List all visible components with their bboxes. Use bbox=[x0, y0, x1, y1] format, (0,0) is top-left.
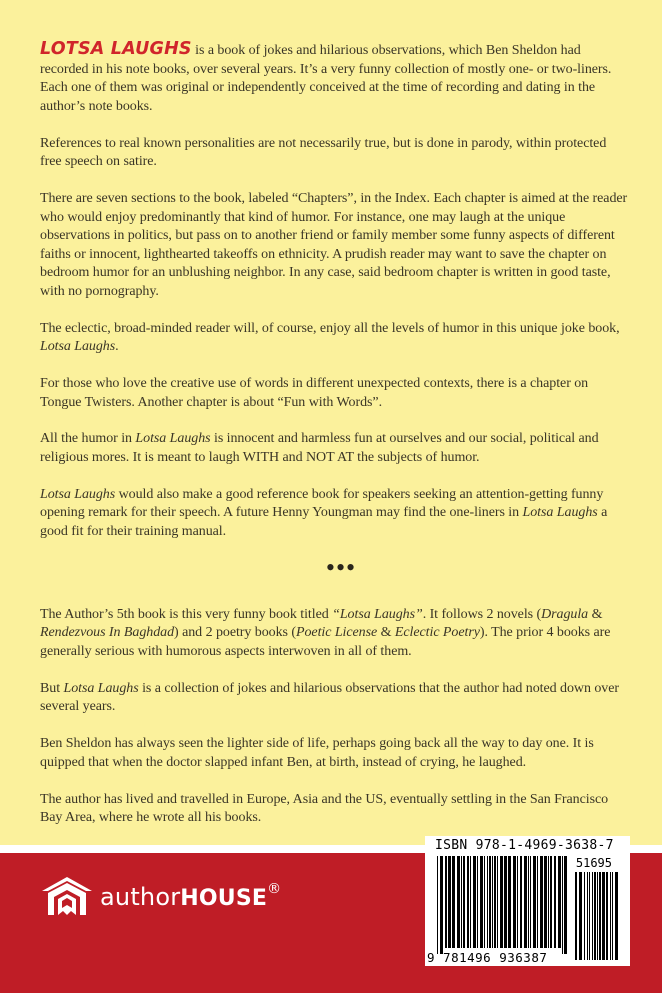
paragraph-author-books bbox=[40, 606, 630, 662]
text-span: a good fit for their training manual. bbox=[40, 505, 608, 539]
barcode-bar bbox=[528, 856, 529, 948]
italic-title: Eclectic Poetry bbox=[394, 625, 480, 641]
barcode-bar bbox=[500, 856, 503, 948]
text-span: & bbox=[377, 625, 395, 641]
barcode-bar bbox=[504, 856, 507, 948]
barcode-bar bbox=[520, 856, 522, 948]
barcode-bar bbox=[517, 856, 518, 948]
publisher-name-light: author bbox=[100, 883, 181, 911]
paragraph-intro bbox=[40, 40, 630, 116]
section-separator: ••• bbox=[325, 552, 357, 582]
addon-bar bbox=[589, 872, 590, 960]
barcode-bar bbox=[440, 856, 443, 954]
addon-bar bbox=[612, 872, 613, 960]
registered-mark: ® bbox=[267, 881, 282, 897]
italic-title: Poetic License bbox=[295, 625, 378, 641]
barcode-bar bbox=[562, 856, 563, 954]
text-span: is innocent and harmless fun at ourselves and our social, political and religious mores. It is meant to laugh WITH and NOT AT the subjects of humor. bbox=[40, 431, 599, 466]
text-span: is a collection of jokes and hilarious observations that the author had noted down over several years. bbox=[40, 680, 619, 715]
paragraph-chapters: There are seven sections to the book, labeled “Chapters”, in the Index. Each chapter is aimed at the reader who would enjoy predominantly that kind of humor. For instance, one may laugh at the unique observations in politics, but pass on to another friend or family member some funny aspects of different faiths or innocent, lighthearted takeoffs on ethnicity. A prudish reader may want to save the chapter on bedroom humor for an unblushing neighbor. In any case, said bedroom chapter is written in good taste, with no pornography. bbox=[40, 190, 628, 299]
addon-bar bbox=[615, 872, 618, 960]
barcode-bar bbox=[537, 856, 538, 948]
paragraph-travel: The author has lived and travelled in Europe, Asia and the US, eventually settling in the San Francisco Bay Area, where he wrote all his books. bbox=[40, 791, 609, 826]
addon-bar bbox=[597, 872, 598, 960]
italic-title: Lotsa Laughs bbox=[63, 680, 139, 696]
barcode-bar bbox=[473, 856, 476, 948]
authorhouse-logo-icon bbox=[40, 875, 94, 919]
barcode-bar bbox=[492, 856, 493, 948]
barcode-bar bbox=[452, 856, 455, 948]
paragraph-reference bbox=[40, 486, 630, 542]
barcode-bar bbox=[530, 856, 531, 948]
price-code: 51695 bbox=[575, 856, 612, 870]
text-span: The Author’s 5th book is this very funny book titled bbox=[40, 606, 333, 622]
barcode-bar bbox=[484, 856, 485, 948]
barcode-bar bbox=[548, 856, 549, 948]
italic-title: “Lotsa Laughs” bbox=[332, 606, 423, 622]
barcode-bar bbox=[467, 856, 469, 948]
addon-bar bbox=[599, 872, 601, 960]
isbn-number: ISBN 978-1-4969-3638-7 bbox=[435, 838, 614, 853]
barcode-bar bbox=[461, 856, 462, 948]
addon-bar bbox=[579, 872, 582, 960]
text-span: . It follows 2 novels ( bbox=[422, 606, 542, 622]
text-span: ). The prior 4 books are generally serious with humorous aspects interwoven in all of them. bbox=[40, 625, 611, 659]
barcode-bar bbox=[489, 856, 491, 948]
text-span: & bbox=[588, 606, 603, 622]
addon-bar bbox=[602, 872, 605, 960]
publisher-name bbox=[100, 883, 281, 911]
text-span: All the humor in bbox=[40, 431, 136, 447]
barcode-bar bbox=[550, 856, 552, 948]
addon-bar bbox=[587, 872, 588, 960]
addon-bar bbox=[594, 872, 596, 960]
paragraph-innocent bbox=[40, 430, 630, 467]
text-span: ) and 2 poetry books ( bbox=[174, 625, 296, 641]
barcode-bar bbox=[445, 856, 447, 948]
italic-title: Dragula bbox=[541, 606, 589, 622]
italic-title: Rendezvous In Baghdad bbox=[40, 625, 175, 641]
addon-bar bbox=[592, 872, 593, 960]
paragraph-collection bbox=[40, 680, 630, 717]
barcode-bar bbox=[554, 856, 556, 948]
barcode-bar bbox=[457, 856, 460, 948]
barcode-bar bbox=[463, 856, 465, 948]
italic-title: Lotsa Laughs bbox=[40, 339, 116, 355]
barcode-bar bbox=[540, 856, 543, 948]
back-cover-text bbox=[40, 40, 630, 846]
italic-title: Lotsa Laughs bbox=[522, 505, 598, 521]
paragraph-eclectic bbox=[40, 320, 630, 357]
barcode-bar bbox=[508, 856, 511, 948]
intro-text: is a book of jokes and hilarious observations, which Ben Sheldon had recorded in his note books, over several years. It’s a very funny collection of mostly one- or two-liners. Each one of them was original or independently conceived at the time of recording and dating in the author’s note books. bbox=[40, 43, 612, 114]
barcode-bar bbox=[564, 856, 567, 954]
barcode-bar bbox=[497, 856, 498, 948]
paragraph-parody: References to real known personalities are not necessarily true, but is done in parody, within protected free speech on satire. bbox=[40, 135, 607, 170]
italic-title: Lotsa Laughs bbox=[135, 431, 211, 447]
addon-bar bbox=[575, 872, 577, 960]
text-span: . bbox=[115, 339, 119, 355]
text-span: But bbox=[40, 680, 64, 696]
publisher-name-bold: HOUSE bbox=[180, 886, 268, 911]
barcode-bar bbox=[448, 856, 451, 948]
barcode-bar bbox=[513, 856, 516, 948]
barcode-bar bbox=[477, 856, 478, 948]
barcode-bar bbox=[494, 856, 496, 948]
barcode-bar bbox=[524, 856, 527, 948]
addon-bar bbox=[606, 872, 608, 960]
barcode-bar bbox=[470, 856, 471, 948]
publisher-logo bbox=[40, 875, 281, 919]
barcode-bar bbox=[480, 856, 483, 948]
barcode-bar bbox=[533, 856, 536, 948]
text-span: would also make a good reference book for speakers seeking an attention-getting funny opening remark for their speech. A future Henny Youngman may find the one-liners in bbox=[40, 486, 604, 521]
addon-bar bbox=[584, 872, 585, 960]
isbn-barcode bbox=[425, 836, 630, 966]
italic-title: Lotsa Laughs bbox=[40, 486, 116, 502]
barcode-bar bbox=[558, 856, 561, 948]
addon-bar bbox=[610, 872, 611, 960]
barcode-bar bbox=[544, 856, 547, 948]
barcode-bar bbox=[487, 856, 488, 948]
text-span: The eclectic, broad-minded reader will, of course, enjoy all the levels of humor in this unique joke book, bbox=[40, 320, 620, 336]
barcode-bar bbox=[437, 856, 438, 954]
book-title: LOTSA LAUGHS bbox=[40, 39, 192, 59]
paragraph-tongue-twisters: For those who love the creative use of words in different unexpected contexts, there is a chapter on Tongue Twisters. Another chapter is about “Fun with Words”. bbox=[40, 376, 589, 410]
ean-number: 9 781496 936387 bbox=[427, 950, 548, 965]
paragraph-lighter-side: Ben Sheldon has always seen the lighter side of life, perhaps going back all the way to day one. It is quipped that when the doctor slapped infant Ben, at birth, instead of crying, he laughed. bbox=[40, 736, 594, 770]
